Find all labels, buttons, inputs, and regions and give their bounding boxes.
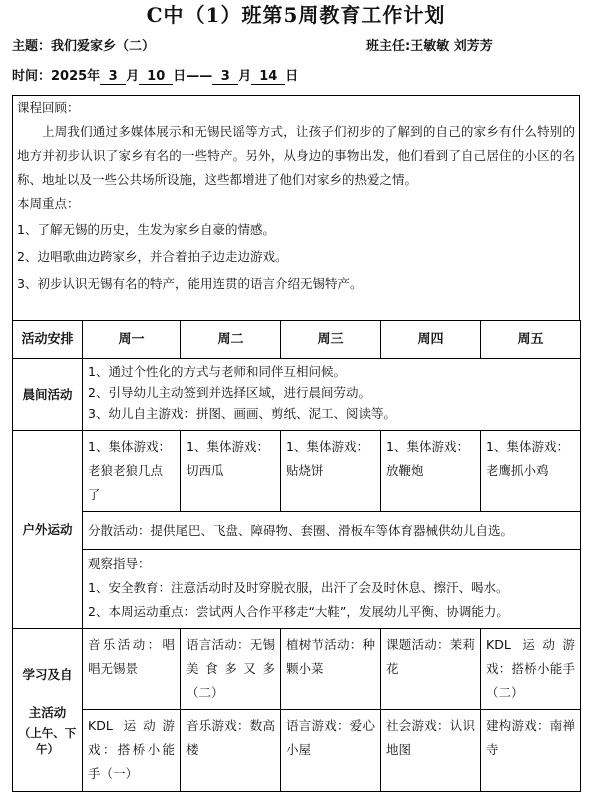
day-friday: 周五 xyxy=(481,321,581,359)
theme-line xyxy=(12,35,155,54)
end-day: 14 xyxy=(251,69,285,85)
corner-cell: 活动安排 xyxy=(13,321,83,359)
page-title: C中（1）班第5周教育工作计划 xyxy=(146,3,446,27)
outdoor-game-friday: 1、集体游戏：老鹰抓小鸡 xyxy=(481,431,581,512)
month-char-2: 月 xyxy=(238,69,252,84)
outdoor-scatter-row xyxy=(13,512,581,550)
teacher-label: 班主任: xyxy=(366,39,411,54)
time-line xyxy=(12,65,298,85)
outdoor-game-tuesday: 1、集体游戏：切西瓜 xyxy=(181,431,281,512)
learning-pm-row xyxy=(13,710,581,792)
morning-item: 2、引导幼儿主动签到并选择区域，进行晨间劳动。 xyxy=(88,385,371,400)
learning-label-top: 学习及自 xyxy=(22,667,73,682)
outdoor-game-thursday: 1、集体游戏：放鞭炮 xyxy=(381,431,481,512)
course-review xyxy=(12,95,580,321)
learning-label xyxy=(13,629,83,792)
morning-item: 1、通过个性化的方式与老师和同伴互相问候。 xyxy=(88,364,346,379)
learning-am-row xyxy=(13,629,581,710)
focus-item: 2、边唱歌曲边跨家乡，并合着拍子边走边游戏。 xyxy=(17,249,288,264)
day-monday: 周一 xyxy=(83,321,181,359)
day-tuesday: 周二 xyxy=(181,321,281,359)
table-header-row xyxy=(13,321,581,359)
learning-pm-friday: 建构游戏：南禅寺 xyxy=(481,710,581,792)
morning-content xyxy=(83,359,581,431)
day-thursday: 周四 xyxy=(381,321,481,359)
time-label: 时间：2025年 xyxy=(12,69,101,84)
morning-row xyxy=(13,359,581,431)
review-heading: 课程回顾： xyxy=(17,100,80,115)
plan-sheet xyxy=(12,95,580,780)
review-paragraph: 上周我们通过多媒体展示和无锡民谣等方式，让孩子们初步的了解到的自己的家乡有什么特别的地方并初步认识了家乡有名的一些特产。另外，从身边的事物出发，他们看到了自己居住的小区的名称、地址以及一些公共场所设施，这些都增进了他们对家乡的热爱之情。 xyxy=(17,124,575,187)
focus-item: 3、初步认识无锡有名的特产，能用连贯的语言介绍无锡特产。 xyxy=(17,276,363,291)
outdoor-game-monday: 1、集体游戏：老狼老狼几点了 xyxy=(83,431,181,512)
guide-item: 1、安全教育：注意活动时及时穿脱衣服，出汗了会及时休息、擦汗、喝水。 xyxy=(88,580,509,595)
activity-table xyxy=(12,320,581,792)
learning-label-sub: （上午、下午） xyxy=(18,726,77,756)
learning-pm-tuesday: 音乐游戏：数高楼 xyxy=(181,710,281,792)
learning-am-monday: 音乐活动：唱唱无锡景 xyxy=(83,629,181,710)
outdoor-games-row xyxy=(13,431,581,512)
day-wednesday: 周三 xyxy=(281,321,381,359)
teacher-value: 王敏敏 刘芳芳 xyxy=(410,39,493,54)
teacher-line xyxy=(366,35,493,54)
start-day: 10 xyxy=(139,69,173,85)
day-char: 日 xyxy=(285,69,299,84)
learning-pm-wednesday: 语言游戏：爱心小屋 xyxy=(281,710,381,792)
morning-item: 3、幼儿自主游戏：拼图、画画、剪纸、泥工、阅读等。 xyxy=(88,406,396,421)
guide-item: 2、本周运动重点：尝试两人合作平移走“大鞋”，发展幼儿平衡、协调能力。 xyxy=(88,604,509,619)
outdoor-label: 户外运动 xyxy=(13,431,83,629)
outdoor-guide-row xyxy=(13,550,581,629)
end-month: 3 xyxy=(212,69,238,85)
learning-pm-thursday: 社会游戏：认识地图 xyxy=(381,710,481,792)
morning-label: 晨间活动 xyxy=(13,359,83,431)
learning-pm-monday: KDL 运动游戏：搭桥小能手（一） xyxy=(83,710,181,792)
learning-am-thursday: 课题活动：茉莉花 xyxy=(381,629,481,710)
learning-am-tuesday: 语言活动：无锡美食多又多（二） xyxy=(181,629,281,710)
guide-heading: 观察指导： xyxy=(88,556,151,571)
focus-heading: 本周重点： xyxy=(17,196,80,211)
theme-value: 我们爱家乡（二） xyxy=(51,39,156,54)
focus-item: 1、了解无锡的历史，生发为家乡自豪的情感。 xyxy=(17,222,275,237)
learning-am-friday: KDL 运动游戏：搭桥小能手（二） xyxy=(481,629,581,710)
day-dash: 日—— xyxy=(173,69,213,84)
learning-am-wednesday: 植树节活动：种颗小菜 xyxy=(281,629,381,710)
theme-label: 主题： xyxy=(12,39,52,54)
outdoor-game-wednesday: 1、集体游戏：贴烧饼 xyxy=(281,431,381,512)
outdoor-guide xyxy=(83,550,581,629)
outdoor-scatter: 分散活动：提供尾巴、飞盘、障碍物、套圈、滑板车等体育器械供幼儿自选。 xyxy=(83,512,581,550)
learning-label-mid: 主活动 xyxy=(28,705,67,720)
start-month: 3 xyxy=(100,69,126,85)
month-char: 月 xyxy=(126,69,140,84)
